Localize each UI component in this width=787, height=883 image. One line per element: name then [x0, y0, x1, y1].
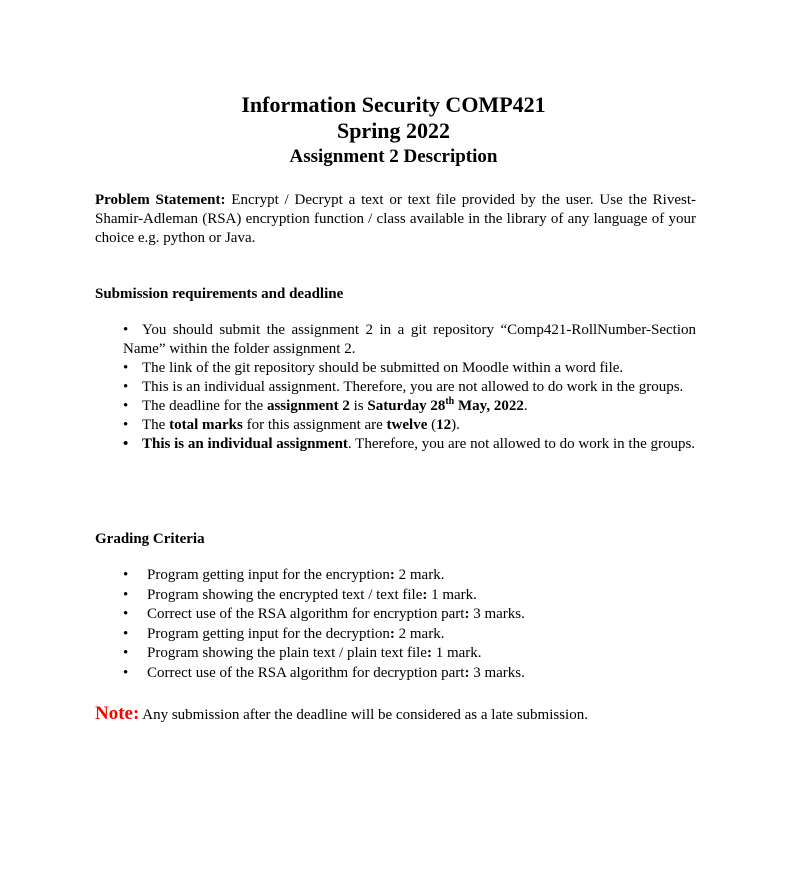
bullet-icon: •	[123, 664, 129, 681]
grading-heading: Grading Criteria	[95, 531, 205, 547]
bullet-icon: •	[123, 625, 129, 642]
bullet-icon: •	[123, 417, 129, 433]
list-item: • Program getting input for the decryption: 2 mark.	[123, 625, 525, 645]
list-item: • The deadline for the assignment 2 is Saturday 28th May, 2022.	[123, 396, 528, 414]
problem-statement-label: Problem Statement:	[95, 192, 226, 208]
list-item: • Program getting input for the encryption: 2 mark.	[123, 566, 525, 586]
bullet-icon: •	[123, 567, 129, 583]
late-submission-note	[95, 703, 588, 726]
bullet-icon: •	[123, 322, 129, 338]
grading-list	[123, 566, 525, 684]
semester-title: Spring 2022	[336, 118, 451, 143]
problem-statement-text: Encrypt / Decrypt a text or text file provided by the user. Use the Rivest-Shamir-Adleman (RSA) encryption function / class available in the library of any language of your choice e.g. python or Java.	[95, 192, 696, 246]
title-block	[0, 92, 787, 170]
list-item: • The total marks for this assignment are twelve (12).	[123, 417, 460, 433]
bullet-icon: •	[123, 360, 129, 376]
bullet-icon: •	[123, 586, 129, 603]
list-item: • Program showing the encrypted text / text file: 1 mark.	[123, 586, 525, 606]
list-item: • Correct use of the RSA algorithm for encryption part: 3 marks.	[123, 605, 525, 625]
bullet-icon: •	[123, 645, 129, 662]
list-item: • Correct use of the RSA algorithm for decryption part: 3 marks.	[123, 664, 525, 684]
assignment-title: Assignment 2 Description	[289, 146, 498, 167]
bullet-icon: •	[123, 379, 129, 395]
submission-list	[123, 321, 696, 454]
list-item: • The link of the git repository should be submitted on Moodle within a word file.	[123, 360, 624, 376]
note-label: Note:	[95, 703, 140, 724]
note-text: Any submission after the deadline will be considered as a late submission.	[139, 707, 588, 723]
bullet-icon: •	[123, 398, 129, 414]
list-item: • You should submit the assignment 2 in a git repository “Comp421-RollNumber-Section Name” within the folder assignment 2.	[123, 322, 696, 357]
list-item: • This is an individual assignment. Therefore, you are not allowed to do work in the groups.	[123, 379, 684, 395]
problem-statement	[95, 191, 696, 248]
submission-heading: Submission requirements and deadline	[95, 286, 344, 302]
list-item: • Program showing the plain text / plain text file: 1 mark.	[123, 644, 525, 664]
list-item: • This is an individual assignment. Therefore, you are not allowed to do work in the groups.	[123, 436, 696, 452]
bullet-icon: •	[123, 436, 129, 452]
bullet-icon: •	[123, 606, 129, 623]
course-title: Information Security COMP421	[241, 92, 546, 117]
